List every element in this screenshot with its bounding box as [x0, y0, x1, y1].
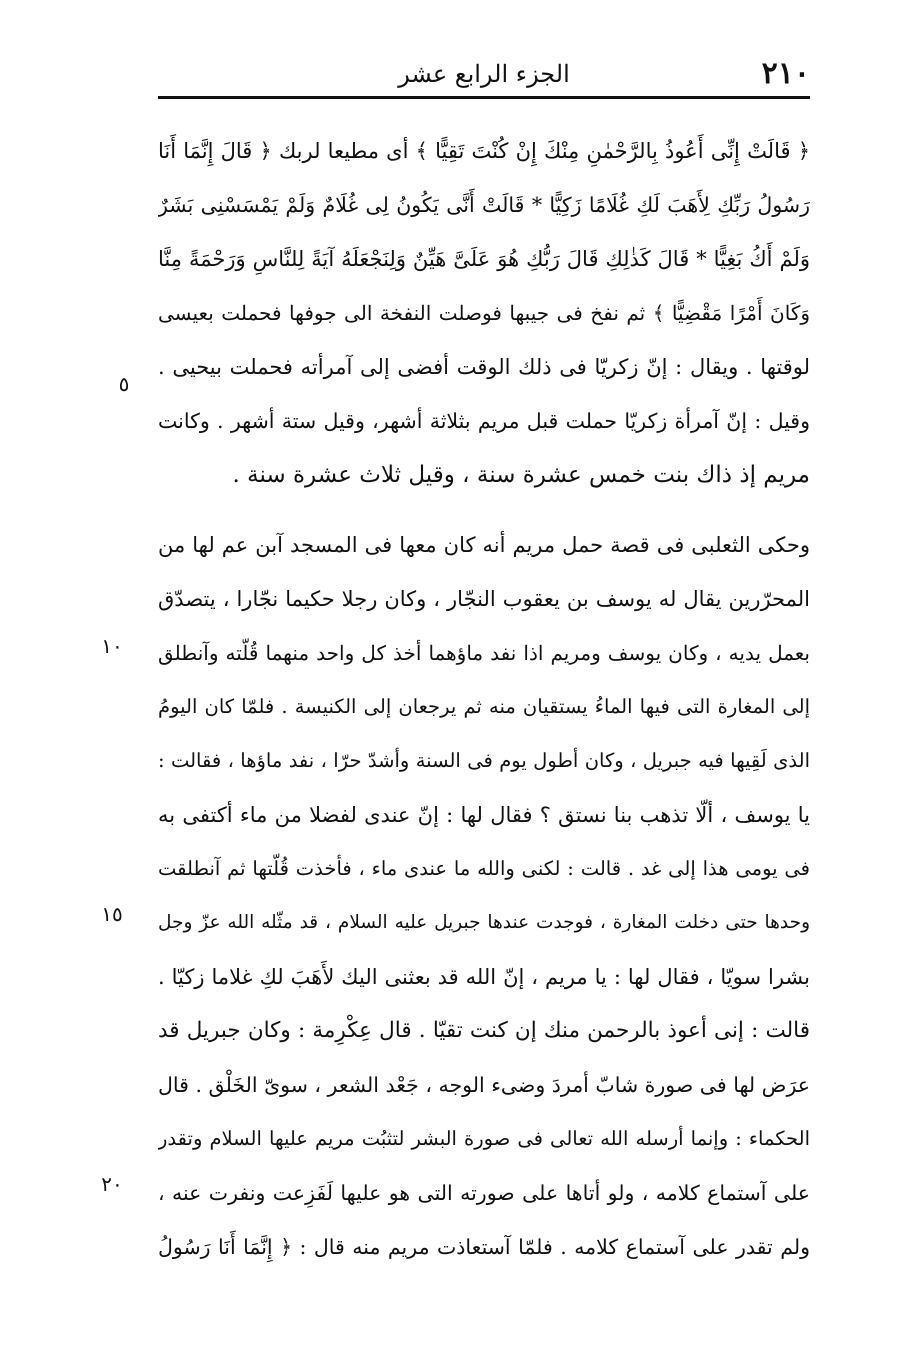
text-line: وقيل : إنّ آمرأة زكريّا حملت قبل مريم بثلاثة أشهر، وقيل ستة أشهر . وكانت: [158, 409, 810, 433]
text-line: المحرّرين يقال له يوسف بن يعقوب النجّار ، وكان رجلا حكيما نجّارا ، يتصدّق: [158, 587, 810, 611]
text-line: وحدها حتى دخلت المغارة ، فوجدت عندها جبريل عليه السلام ، قد مثّله الله عزّ وجل: [158, 912, 810, 933]
page-header: [158, 52, 810, 96]
margin-line-number-20: ٢٠: [101, 1172, 123, 1196]
text-line: مريم إذ ذاك بنت خمس عشرة سنة ، وقيل ثلاث عشرة سنة .: [232, 462, 810, 488]
text-line: قالت : إنى أعوذ بالرحمن منك إن كنت تقيّا . قال عِكْرِمة : وكان جبريل قد: [158, 1018, 810, 1043]
page-number: ٢١٠: [761, 56, 810, 91]
running-title: الجزء الرابع عشر: [398, 60, 570, 88]
text-line: بشرا سويّا ، فقال لها : يا مريم ، إنّ الله قد بعثنى اليك لأَهَبَ لكِ غلاما زكيّا .: [158, 965, 810, 989]
text-line: على آستماع كلامه ، ولو أتاها على صورته التى هو عليها لَفَزِعت ونفرت عنه ،: [158, 1181, 810, 1205]
text-line: ﴿ قَالَتْ إِنِّى أَعُوذُ بِالرَّحْمٰنِ مِنْكَ إِنْ كُنْتَ تَقِيًّا ﴾ أى مطيعا لربك ﴿ قَالَ إِنَّمَا أَنَا: [158, 139, 810, 163]
text-line: وحكى الثعلبى فى قصة حمل مريم أنه كان معها فى المسجد آبن عم لها من: [158, 533, 810, 557]
text-line: عرَض لها فى صورة شابّ أمردَ وضىء الوجه ، جَعْد الشعر ، سوىّ الخَلْق . قال: [158, 1073, 810, 1097]
text-line: بعمل يديه ، وكان يوسف ومريم اذا نفد ماؤهما أخذ كل واحد منهما قُلّته وآنطلق: [158, 641, 810, 665]
text-line: لوقتها . ويقال : إنّ زكريّا فى ذلك الوقت أفضى إلى آمرأته فحملت بيحيى .: [158, 355, 810, 379]
text-line: فى يومى هذا إلى غد . قالت : لكنى والله ما عندى ماء ، فأخذت قُلّتها ثم آنطلقت: [158, 857, 810, 880]
text-line: إلى المغارة التى فيها الماءُ يستقيان منه ثم يرجعان إلى الكنيسة . فلمّا كان اليومُ: [158, 695, 810, 718]
text-line: وَكَانَ أَمْرًا مَقْضِيًّا ﴾ ثم نفخ فى جيبها فوصلت النفخة الى جوفها فحملت بعيسى: [158, 301, 810, 325]
margin-line-number-10: ١٠: [101, 634, 123, 658]
paragraph-thalabi-story: [158, 518, 810, 1274]
text-line: يا يوسف ، ألّا تذهب بنا نستق ؟ فقال لها : إنّ عندى لفضلا من ماء أكتفى به: [158, 803, 810, 827]
text-line: الحكماء : وإنما أرسله الله تعالى فى صورة البشر لتثبُت مريم عليها السلام وتقدر: [158, 1127, 810, 1150]
text-line: ولم تقدر على آستماع كلامه . فلمّا آستعاذت مريم منه قال : ﴿ إِنَّمَا أَنَا رَسُولُ: [158, 1235, 810, 1259]
margin-line-number-5: ٥: [118, 372, 130, 396]
text-line: رَسُولُ رَبِّكِ لِأَهَبَ لَكِ غُلَامًا زَكِيًّا * قَالَتْ أَنَّى يَكُونُ لِى غُلَامٌ وَلَمْ يَمْسَسْنِى بَشَرٌ: [158, 193, 810, 217]
paragraph-quran-passage: [158, 124, 810, 502]
text-line: وَلَمْ أَكُ بَغِيًّا * قَالَ كَذٰلِكِ قَالَ رَبُّكِ هُوَ عَلَىَّ هَيِّنٌ وَلِنَجْعَلَهُ آيَةً لِلنَّاسِ وَرَحْمَةً مِنَّا: [158, 247, 810, 271]
margin-line-number-15: ١٥: [101, 902, 123, 926]
header-rule: [158, 96, 810, 99]
text-line: الذى لَقِيها فيه جبريل ، وكان أطول يوم فى السنة وأشدّ حرّا ، نفد ماؤها ، فقالت :: [158, 749, 810, 772]
